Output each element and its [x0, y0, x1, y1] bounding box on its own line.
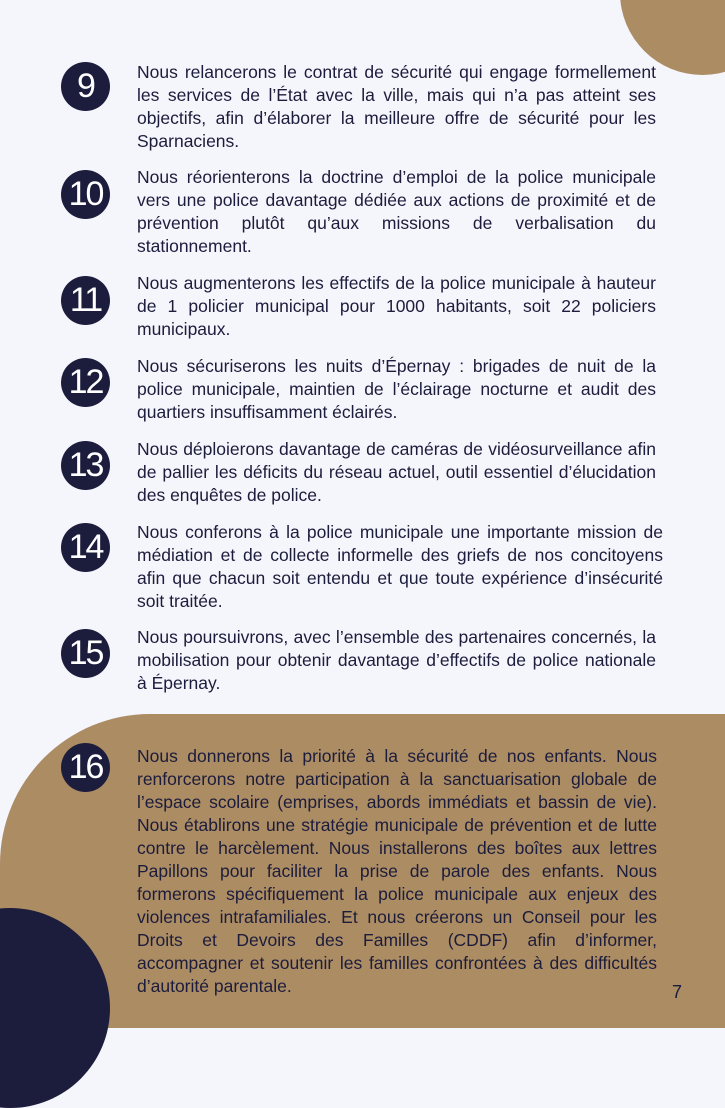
measure-text: Nous poursuivrons, avec l’ensemble des partenaires concernés, la mobilisation pour obtenir davantage d’effectifs de police nationale à Épernay. [137, 627, 656, 693]
measure-number-badge: 16 [61, 743, 110, 792]
measure-text: Nous sécuriserons les nuits d’Épernay : brigades de nuit de la police municipale, maintien de l’éclairage nocturne et audit des quartiers insuffisamment éclairés. [137, 356, 656, 422]
measure-text: Nous réorienterons la doctrine d’emploi de la police municipale vers une police davantage dédiée aux actions de proximité et de prévention plutôt qu’aux missions de verbalisation du stationnement. [137, 167, 656, 256]
measure-number-badge: 10 [61, 170, 110, 219]
measure-number-badge: 12 [61, 358, 110, 407]
measure-number-badge: 13 [61, 441, 110, 490]
measure-number-badge: 15 [61, 629, 110, 678]
measure-number-badge: 14 [61, 523, 110, 572]
measure-number-badge: 11 [61, 276, 110, 325]
measure-text: Nous relancerons le contrat de sécurité qui engage formellement les services de l’État avec la ville, mais qui n’a pas atteint ses objectifs, afin d’élaborer la meilleure offre de sécurité pour les Sparnaciens. [137, 62, 656, 151]
measure-number-badge: 9 [61, 62, 110, 111]
measure-text: Nous augmenterons les effectifs de la police municipale à hauteur de 1 policier municipal pour 1000 habitants, soit 22 policiers municipaux. [137, 273, 656, 339]
measure-text: Nous déploierons davantage de caméras de vidéosurveillance afin de pallier les déficits du réseau actuel, outil essentiel d’élucidation des enquêtes de police. [137, 439, 656, 505]
measure-text: Nous donnerons la priorité à la sécurité de nos enfants. Nous renforcerons notre participation à la sanctuarisation globale de l’espace scolaire (emprises, abords immédiats et bassin de vie). Nous établirons une stratégie municipale de prévention et de lutte contre le harcèlement. Nous installerons des boîtes aux lettres Papillons pour faciliter la prise de parole des enfants. Nous formerons spécifiquement la police municipale aux enjeux des violences intrafamiliales. Et nous créerons un Conseil pour les Droits et Devoirs des Familles (CDDF) afin d’informer, accompagner et soutenir les familles confrontées à des difficultés d’autorité parentale. [137, 746, 657, 996]
measure-text: Nous conferons à la police municipale une importante mission de médiation et de collecte informelle des griefs de nos concitoyens afin que chacun soit entendu et que toute expérience d’insécurité soit traitée. [137, 522, 663, 611]
page-number: 7 [672, 982, 683, 1002]
